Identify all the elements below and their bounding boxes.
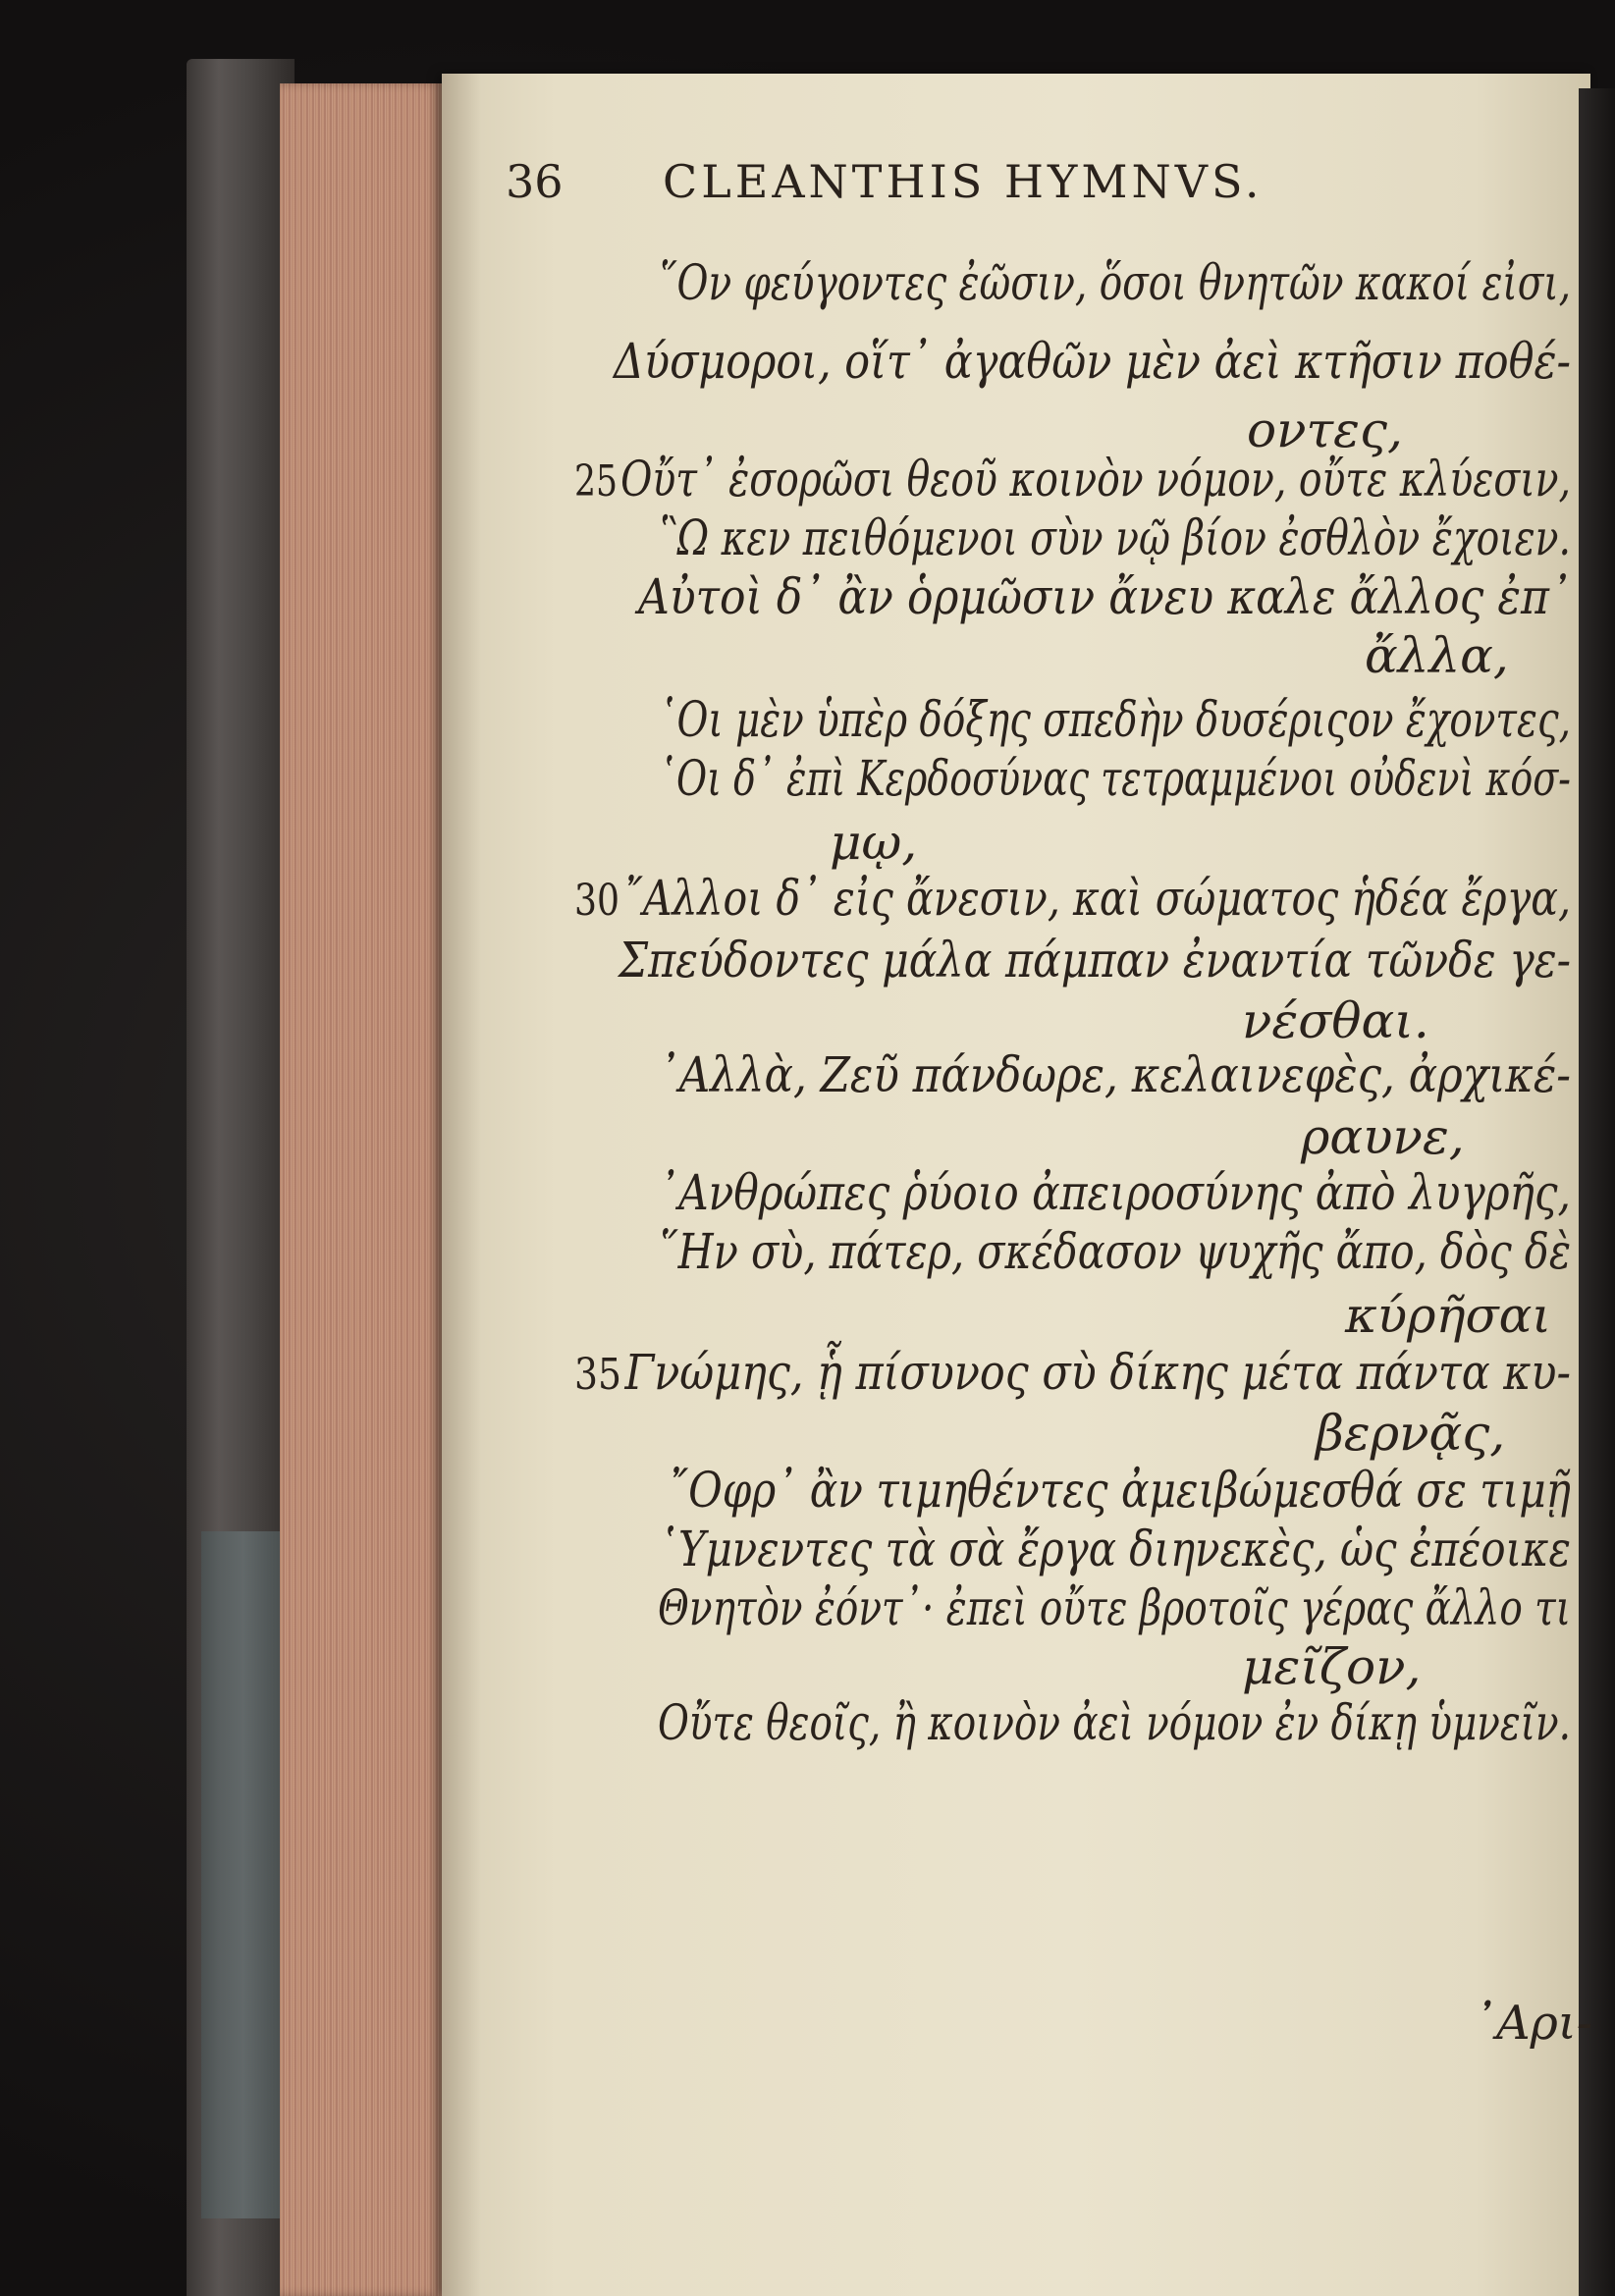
line-text: ῎Οφρ᾽ ἂν τιμηθέντες ἀμειβώμεσθά σε τιμῇ xyxy=(668,1462,1571,1519)
text-line xyxy=(574,450,1571,511)
running-head: CLEANTHIS HYMNVS. xyxy=(663,155,1264,208)
line-text: ῞Ον φεύγοντες ἐῶσιν, ὅσοι θνητῶν κακοί εἰσι, xyxy=(658,254,1571,311)
page-number: 36 xyxy=(506,155,564,208)
line-text: Οὔτε θεοῖς, ἢ κοινὸν ἀεὶ νόμον ἐν δίκῃ ὑμνεῖν. xyxy=(658,1694,1571,1751)
text-line xyxy=(668,1461,1571,1520)
text-line xyxy=(658,1578,1571,1637)
line-text: ῎Αλλοι δ᾽ εἰς ἄνεσιν, καὶ σώματος ἡδέα ἔργα, xyxy=(622,870,1571,927)
text-line xyxy=(619,931,1571,989)
text-line xyxy=(658,253,1571,312)
line-text: ῾Υμνεντες τὰ σὰ ἔργα διηνεκὲς, ὡς ἐπέοικε xyxy=(658,1521,1571,1577)
line-text: ῾Οι μὲν ὑπὲρ δόξης σπεδὴν δυσέριςον ἔχοντες, xyxy=(658,691,1571,748)
text-line xyxy=(658,1163,1571,1222)
line-text: ραυνε, xyxy=(1301,1108,1465,1165)
verse-number: 25 xyxy=(574,456,619,507)
text-line xyxy=(574,869,1571,931)
text-line xyxy=(658,1045,1571,1104)
line-text: κύρῆσαι xyxy=(1345,1287,1552,1344)
page-edges xyxy=(280,83,442,2296)
catchword: ᾿Αρι- xyxy=(1473,1996,1592,2051)
line-text: Γνώμης, ᾗ πίσυνος σὺ δίκης μέτα πάντα κυ- xyxy=(624,1344,1571,1401)
text-line xyxy=(1242,991,1429,1050)
line-text: νέσθαι. xyxy=(1242,992,1429,1049)
text-line xyxy=(638,567,1571,626)
verse-number: 35 xyxy=(574,1350,622,1400)
text-line xyxy=(1301,1107,1465,1166)
text-line xyxy=(1345,1286,1551,1345)
line-text: Αὐτοὶ δ᾽ ἂν ὁρμῶσιν ἄνευ καλε ἄλλος ἐπ᾽ xyxy=(638,568,1571,625)
text-line xyxy=(614,332,1571,391)
line-text: μῳ, xyxy=(830,814,918,871)
text-line xyxy=(658,1520,1571,1578)
line-text: ἄλλα, xyxy=(1365,627,1509,684)
line-text: Δύσμοροι, οἵτ᾽ ἀγαθῶν μὲν ἀεὶ κτῆσιν ποθέ- xyxy=(614,333,1571,390)
text-line xyxy=(830,813,917,872)
line-text: Θνητὸν ἐόντ᾽· ἐπεὶ οὔτε βροτοῖς γέρας ἄλλο τι xyxy=(658,1579,1571,1636)
text-line xyxy=(1316,1404,1505,1463)
text-line xyxy=(658,1693,1571,1752)
text-line xyxy=(658,690,1571,749)
line-text: ᾿Αλλὰ, Ζεῦ πάνδωρε, κελαινεφὲς, ἀρχικέ- xyxy=(658,1046,1571,1103)
line-text: ῾Οι δ᾽ ἐπὶ Κερδοσύνας τετραμμένοι οὐδενὶ κόσ- xyxy=(658,750,1571,807)
line-text: Οὔτ᾽ ἐσορῶσι θεοῦ κοινὸν νόμον, οὔτε κλύεσιν, xyxy=(620,451,1571,507)
page-gutter-shadow xyxy=(442,74,481,2296)
text-line xyxy=(574,1343,1571,1405)
line-text: ᾿Ανθρώπες ῥύοιο ἀπειροσύνης ἀπὸ λυγρῆς, xyxy=(658,1164,1571,1221)
text-line xyxy=(658,1222,1571,1281)
binding-cloth-strip xyxy=(201,1531,285,2218)
text-line xyxy=(658,749,1571,808)
text-line xyxy=(658,508,1571,567)
line-text: μεῖζον, xyxy=(1242,1638,1422,1695)
right-page-edge xyxy=(1579,88,1615,2296)
line-text: βερνᾷς, xyxy=(1316,1405,1506,1462)
text-line xyxy=(1242,1637,1421,1696)
line-text: οντες, xyxy=(1247,401,1403,458)
line-text: Σπεύδοντες μάλα πάμπαν ἐναντία τῶνδε γε- xyxy=(619,932,1571,988)
line-text: ῝Ω κεν πειθόμενοι σὺν νῷ βίον ἐσθλὸν ἔχοιεν. xyxy=(658,509,1571,566)
line-text: ῞Ην σὺ, πάτερ, σκέδασον ψυχῆς ἄπο, δὸς δὲ xyxy=(658,1223,1571,1280)
text-line xyxy=(1365,626,1509,685)
verse-number: 30 xyxy=(574,876,620,926)
